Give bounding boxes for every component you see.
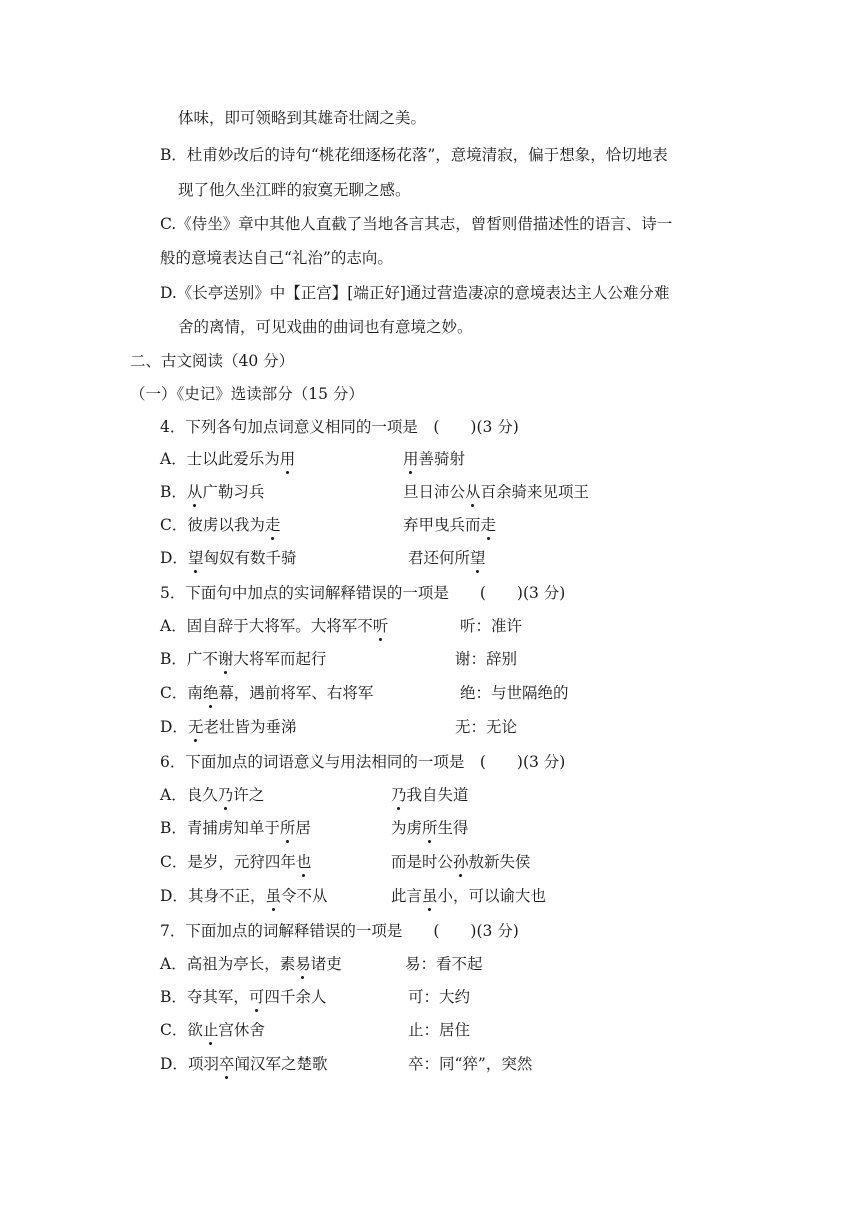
compare-text: 旦日沛公 xyxy=(403,483,466,501)
dotted-word: 易 xyxy=(295,955,311,973)
option-c-line-2: 般的意境表达自己“礼治”的志向。 xyxy=(160,249,393,267)
dotted-word: 乃 xyxy=(217,786,234,804)
option-text: 项羽 xyxy=(187,1055,219,1073)
option-text: 四千余人 xyxy=(264,988,327,1006)
q5-option-d-explanation: 无：无论 xyxy=(455,718,518,736)
dotted-word: 用 xyxy=(403,450,419,468)
subsection-heading: （一）《史记》选读部分（15 分） xyxy=(130,385,364,403)
q6-option-d-compare xyxy=(391,889,546,905)
option-d-line-1: D.《长亭送别》中【正宫】[端正好]通过营造凄凉的意境表达主人公难分难 xyxy=(160,284,670,302)
option-text: 彼虏以我为 xyxy=(187,516,265,534)
dotted-word: 走 xyxy=(480,516,497,534)
option-text: 居 xyxy=(295,819,311,837)
option-letter: B． xyxy=(160,483,187,501)
dotted-word: 卒 xyxy=(218,1055,235,1073)
compare-text: 百余骑来见项王 xyxy=(480,483,590,501)
option-letter: A． xyxy=(160,955,187,973)
option-letter: A． xyxy=(160,450,187,468)
option-text: 宫休舍 xyxy=(218,1021,265,1039)
option-b-line-1: B．杜甫妙改后的诗句“桃花细逐杨花落”，意境清寂，偏于想象，恰切地表 xyxy=(160,146,668,164)
dotted-word: 从 xyxy=(465,483,481,501)
compare-text: 生得 xyxy=(437,819,469,837)
option-letter: C． xyxy=(160,853,188,871)
q5-option-d xyxy=(160,720,296,736)
compare-text: 善骑射 xyxy=(418,450,466,468)
q5-option-a-explanation: 听：准许 xyxy=(460,617,523,635)
dotted-word: 走 xyxy=(264,516,281,534)
option-d-line-2: 舍的离情，可见戏曲的曲词也有意境之妙。 xyxy=(178,318,473,336)
option-b-line-2: 现了他久坐江畔的寂寞无聊之感。 xyxy=(178,181,411,199)
option-letter: C． xyxy=(160,516,188,534)
option-b-continuation: 体味，即可领略到其雄奇壮阔之美。 xyxy=(178,109,427,127)
q5-option-a xyxy=(160,619,388,635)
option-letter: B． xyxy=(160,819,187,837)
option-text: 大将军而起行 xyxy=(233,650,327,668)
option-letter: D． xyxy=(160,718,188,736)
dotted-word: 而是时公孙敖新失侯 xyxy=(391,853,531,871)
dotted-word: 用 xyxy=(279,450,296,468)
q7-option-a-explanation: 易：看不起 xyxy=(405,955,483,973)
option-c-line-1: C.《侍坐》章中其他人直截了当地各言其志，曾皙则借描述性的语言、诗一 xyxy=(160,215,673,233)
dotted-word: 绝 xyxy=(202,684,219,702)
option-text: 良久 xyxy=(186,786,218,804)
q6-option-a xyxy=(160,788,264,804)
option-text: 许之 xyxy=(233,786,265,804)
option-letter: D． xyxy=(160,887,188,905)
option-text: 闻汉军之楚歌 xyxy=(234,1055,328,1073)
q5-option-c xyxy=(160,686,373,702)
q6-option-d xyxy=(160,889,327,905)
option-text: 令不从 xyxy=(280,887,328,905)
dotted-word: 谢 xyxy=(217,650,234,668)
q5-option-c-explanation: 绝：与世隔绝的 xyxy=(460,684,569,702)
option-text: 士以此爱乐为 xyxy=(186,450,280,468)
option-letter: A． xyxy=(160,786,187,804)
q6-option-a-compare xyxy=(391,788,469,804)
compare-text: 为虏 xyxy=(391,819,423,837)
q7-option-d-explanation: 卒：同“猝”，突然 xyxy=(408,1055,533,1073)
option-text: 诸吏 xyxy=(310,955,342,973)
compare-text: 我自失道 xyxy=(406,786,469,804)
q4-option-a-compare xyxy=(403,452,465,468)
q5-option-b-explanation: 谢：辞别 xyxy=(455,650,518,668)
q6-option-b-compare xyxy=(391,821,469,837)
dotted-word: 望 xyxy=(187,549,204,567)
q4-option-a xyxy=(160,452,295,468)
q6-option-c-compare xyxy=(391,855,531,871)
option-text: 老壮皆为垂涕 xyxy=(203,718,297,736)
dotted-word: 虽 xyxy=(265,887,281,905)
q4-option-b-compare xyxy=(403,485,589,501)
section-heading: 二、古文阅读（40 分） xyxy=(130,352,295,370)
question-5-stem: 5．下面句中加点的实词解释错误的一项是 ( )(3 分) xyxy=(160,584,566,602)
compare-text: 此言 xyxy=(391,887,423,905)
option-letter: D． xyxy=(160,1055,188,1073)
dotted-word: 也 xyxy=(295,853,312,871)
option-letter: B． xyxy=(160,650,187,668)
dotted-word: 乃 xyxy=(391,786,407,804)
option-letter: C． xyxy=(160,1021,188,1039)
q7-option-c xyxy=(160,1023,265,1039)
q7-option-c-explanation: 止：居住 xyxy=(408,1021,471,1039)
q7-option-a xyxy=(160,957,342,973)
q4-option-c-compare xyxy=(403,518,496,534)
compare-text: 君还何所 xyxy=(408,549,471,567)
option-text: 高祖为亭长，素 xyxy=(186,955,296,973)
option-text: 是岁，元狩四年 xyxy=(187,853,296,871)
option-text: 广勒习兵 xyxy=(202,483,265,501)
dotted-word: 望 xyxy=(470,549,486,567)
option-letter: C． xyxy=(160,684,188,702)
dotted-word: 虽 xyxy=(422,887,438,905)
q4-option-d-compare xyxy=(408,551,486,567)
dotted-word: 听 xyxy=(372,617,389,635)
q5-option-b xyxy=(160,652,326,668)
dotted-word: 所 xyxy=(422,819,438,837)
option-text: 固自辞于大将军。大将军不 xyxy=(186,617,373,635)
option-letter: A． xyxy=(160,617,187,635)
option-text: 幕，遇前将军、右将军 xyxy=(218,684,374,702)
compare-text: 弃甲曳兵而 xyxy=(403,516,481,534)
question-4-stem: 4．下列各句加点词意义相同的一项是 ( )(3 分) xyxy=(160,418,519,436)
question-6-stem: 6．下面加点的词语意义与用法相同的一项是 ( )(3 分) xyxy=(160,753,566,771)
dotted-word: 所 xyxy=(279,819,296,837)
dotted-word: 无 xyxy=(187,718,204,736)
q7-option-b xyxy=(160,990,326,1006)
q6-option-b xyxy=(160,821,311,837)
q7-option-b-explanation: 可：大约 xyxy=(408,988,471,1006)
question-7-stem: 7．下面加点的词解释错误的一项是 ( )(3 分) xyxy=(160,922,519,940)
option-letter: D． xyxy=(160,549,188,567)
option-text: 南 xyxy=(187,684,203,702)
q7-option-d xyxy=(160,1057,327,1073)
option-text: 夺其军， xyxy=(186,988,249,1006)
q4-option-d xyxy=(160,551,296,567)
option-letter: B． xyxy=(160,988,187,1006)
option-text: 匈奴有数千骑 xyxy=(203,549,297,567)
option-text: 其身不正， xyxy=(187,887,266,905)
option-text: 青捕虏知单于 xyxy=(186,819,280,837)
option-text: 广不 xyxy=(186,650,218,668)
dotted-word: 从 xyxy=(186,483,203,501)
compare-text: 小，可以谕大也 xyxy=(437,887,547,905)
q6-option-c xyxy=(160,855,311,871)
option-text: 欲 xyxy=(187,1021,203,1039)
dotted-word: 止 xyxy=(202,1021,219,1039)
q4-option-c xyxy=(160,518,280,534)
q4-option-b xyxy=(160,485,264,501)
dotted-word: 可 xyxy=(248,988,265,1006)
